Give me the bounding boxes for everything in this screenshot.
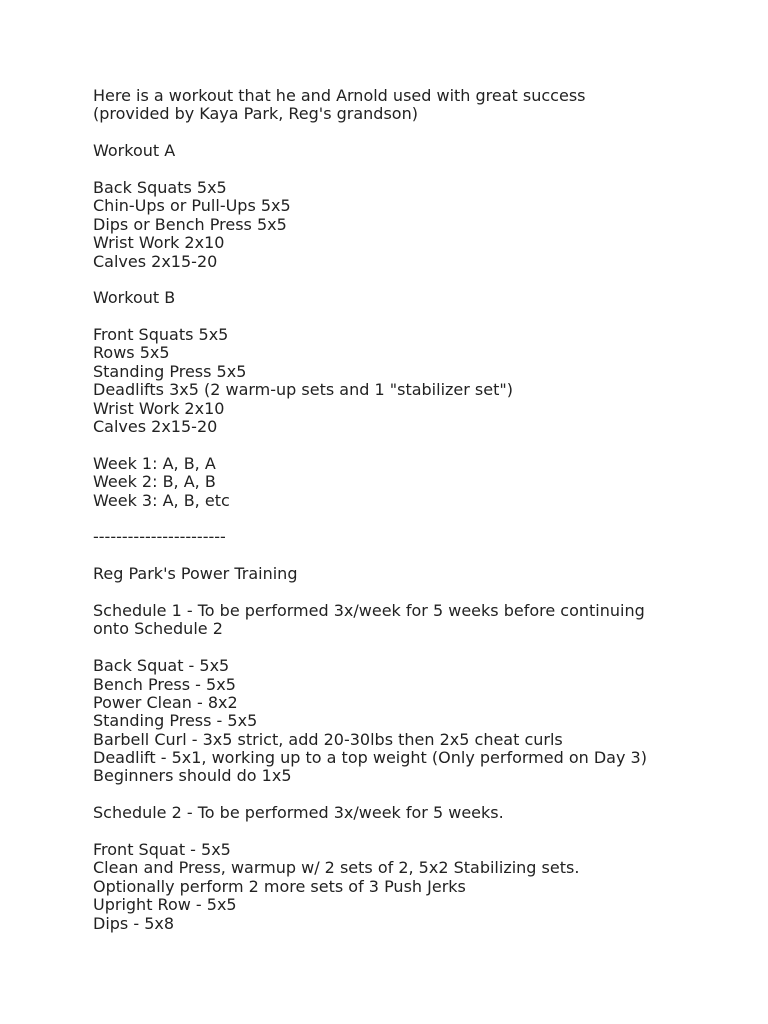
blank-line (93, 161, 733, 179)
workout-a-item: Chin-Ups or Pull-Ups 5x5 (93, 196, 291, 216)
workout-a-item: Calves 2x15-20 (93, 251, 218, 271)
schedule-1-item: Bench Press - 5x5 (93, 674, 236, 694)
workout-b-item: Deadlifts 3x5 (2 warm-up sets and 1 "stabilizer set") (93, 380, 513, 400)
schedule-2-item: Front Squat - 5x5 (93, 840, 231, 860)
blank-line (93, 308, 733, 326)
schedule-1-heading-cont: onto Schedule 2 (93, 619, 223, 639)
blank-line (93, 823, 733, 841)
schedule-1-heading: Schedule 1 - To be performed 3x/week for 5 weeks before continuing (93, 600, 645, 620)
week-schedule-line: Week 3: A, B, etc (93, 490, 230, 510)
schedule-2-item: Dips - 5x8 (93, 913, 175, 933)
schedule-1-item: Back Squat - 5x5 (93, 656, 230, 676)
blank-line (93, 124, 733, 142)
workout-b-item: Front Squats 5x5 (93, 325, 229, 345)
schedule-2-heading: Schedule 2 - To be performed 3x/week for 5 weeks. (93, 803, 504, 823)
separator-line: ----------------------- (93, 527, 226, 547)
intro-line-2: (provided by Kaya Park, Reg's grandson) (93, 104, 418, 124)
blank-line (93, 639, 733, 657)
blank-line (93, 510, 733, 528)
intro-line-1: Here is a workout that he and Arnold used with great success (93, 86, 586, 105)
week-schedule-line: Week 2: B, A, B (93, 472, 216, 492)
workout-b-item: Standing Press 5x5 (93, 361, 247, 381)
schedule-1-item: Standing Press - 5x5 (93, 711, 258, 731)
workout-b-heading: Workout B (93, 288, 176, 308)
schedule-2-item: Upright Row - 5x5 (93, 895, 237, 915)
blank-line (93, 547, 733, 565)
blank-line (93, 786, 733, 804)
workout-a-item: Wrist Work 2x10 (93, 233, 225, 253)
power-training-heading: Reg Park's Power Training (93, 564, 298, 584)
schedule-1-item: Barbell Curl - 3x5 strict, add 20-30lbs then 2x5 cheat curls (93, 729, 563, 749)
workout-a-item: Back Squats 5x5 (93, 177, 227, 197)
workout-a-item: Dips or Bench Press 5x5 (93, 214, 287, 234)
schedule-1-note: Beginners should do 1x5 (93, 766, 292, 786)
document-text (93, 87, 733, 933)
week-schedule-line: Week 1: A, B, A (93, 453, 216, 473)
schedule-2-item: Optionally perform 2 more sets of 3 Push Jerks (93, 876, 466, 896)
workout-b-item: Wrist Work 2x10 (93, 398, 225, 418)
blank-line (93, 584, 733, 602)
workout-b-item: Calves 2x15-20 (93, 417, 218, 437)
workout-b-item: Rows 5x5 (93, 343, 170, 363)
schedule-1-item: Deadlift - 5x1, working up to a top weight (Only performed on Day 3) (93, 748, 647, 768)
schedule-2-item: Clean and Press, warmup w/ 2 sets of 2, 5x2 Stabilizing sets. (93, 858, 580, 878)
schedule-1-item: Power Clean - 8x2 (93, 692, 238, 712)
workout-a-heading: Workout A (93, 141, 176, 161)
blank-line (93, 271, 733, 289)
blank-line (93, 436, 733, 454)
